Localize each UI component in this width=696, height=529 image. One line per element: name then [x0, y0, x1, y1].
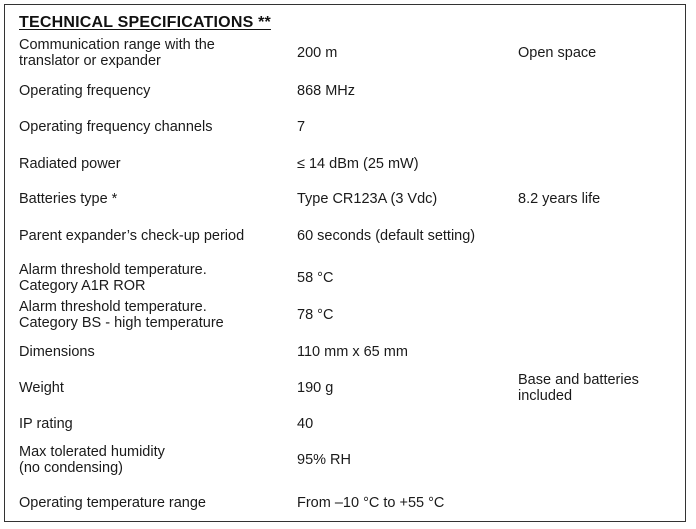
spec-note: Open space — [518, 45, 597, 61]
spec-value: 190 g — [297, 380, 334, 396]
spec-value: 58 °C — [297, 270, 334, 286]
spec-label: IP rating — [19, 416, 73, 432]
spec-row — [5, 220, 687, 252]
spec-label: Max tolerated humidity (no condensing) — [19, 444, 165, 476]
spec-label: Alarm threshold temperature. Category BS - high temperature — [19, 299, 224, 331]
spec-value: 110 mm x 65 mm — [297, 344, 408, 360]
spec-row — [5, 441, 687, 479]
spec-row — [5, 75, 687, 107]
spec-label: Radiated power — [19, 156, 121, 172]
spec-label: Parent expander’s check-up period — [19, 228, 245, 244]
spec-label: Alarm threshold temperature. Category A1R ROR — [19, 262, 207, 294]
spec-note: Base and batteries included — [518, 372, 639, 404]
spec-value: From –10 °C to +55 °C — [297, 495, 445, 511]
spec-label: Operating temperature range — [19, 495, 206, 511]
spec-value: ≤ 14 dBm (25 mW) — [297, 156, 419, 172]
spec-value: 7 — [297, 119, 306, 135]
spec-label: Dimensions — [19, 344, 95, 360]
spec-label: Weight — [19, 380, 64, 396]
spec-label: Batteries type * — [19, 191, 118, 207]
spec-row — [5, 35, 687, 71]
spec-value: 40 — [297, 416, 314, 432]
spec-value: 200 m — [297, 45, 338, 61]
spec-row — [5, 487, 687, 519]
spec-row — [5, 297, 687, 333]
spec-row — [5, 260, 687, 296]
spec-value: 868 MHz — [297, 83, 356, 99]
spec-title: TECHNICAL SPECIFICATIONS ** — [19, 14, 271, 31]
spec-table-frame — [4, 4, 686, 522]
spec-value: 60 seconds (default setting) — [297, 228, 476, 244]
spec-label: Communication range with the translator or expander — [19, 37, 215, 69]
spec-row — [5, 370, 687, 406]
spec-row — [5, 183, 687, 215]
spec-row — [5, 336, 687, 368]
spec-label: Operating frequency channels — [19, 119, 213, 135]
spec-row — [5, 148, 687, 180]
spec-note: 8.2 years life — [518, 191, 601, 207]
spec-row — [5, 408, 687, 440]
spec-label: Operating frequency — [19, 83, 151, 99]
spec-value: Type CR123A (3 Vdc) — [297, 191, 438, 207]
spec-value: 95% RH — [297, 452, 351, 468]
spec-value: 78 °C — [297, 307, 334, 323]
spec-row — [5, 111, 687, 143]
